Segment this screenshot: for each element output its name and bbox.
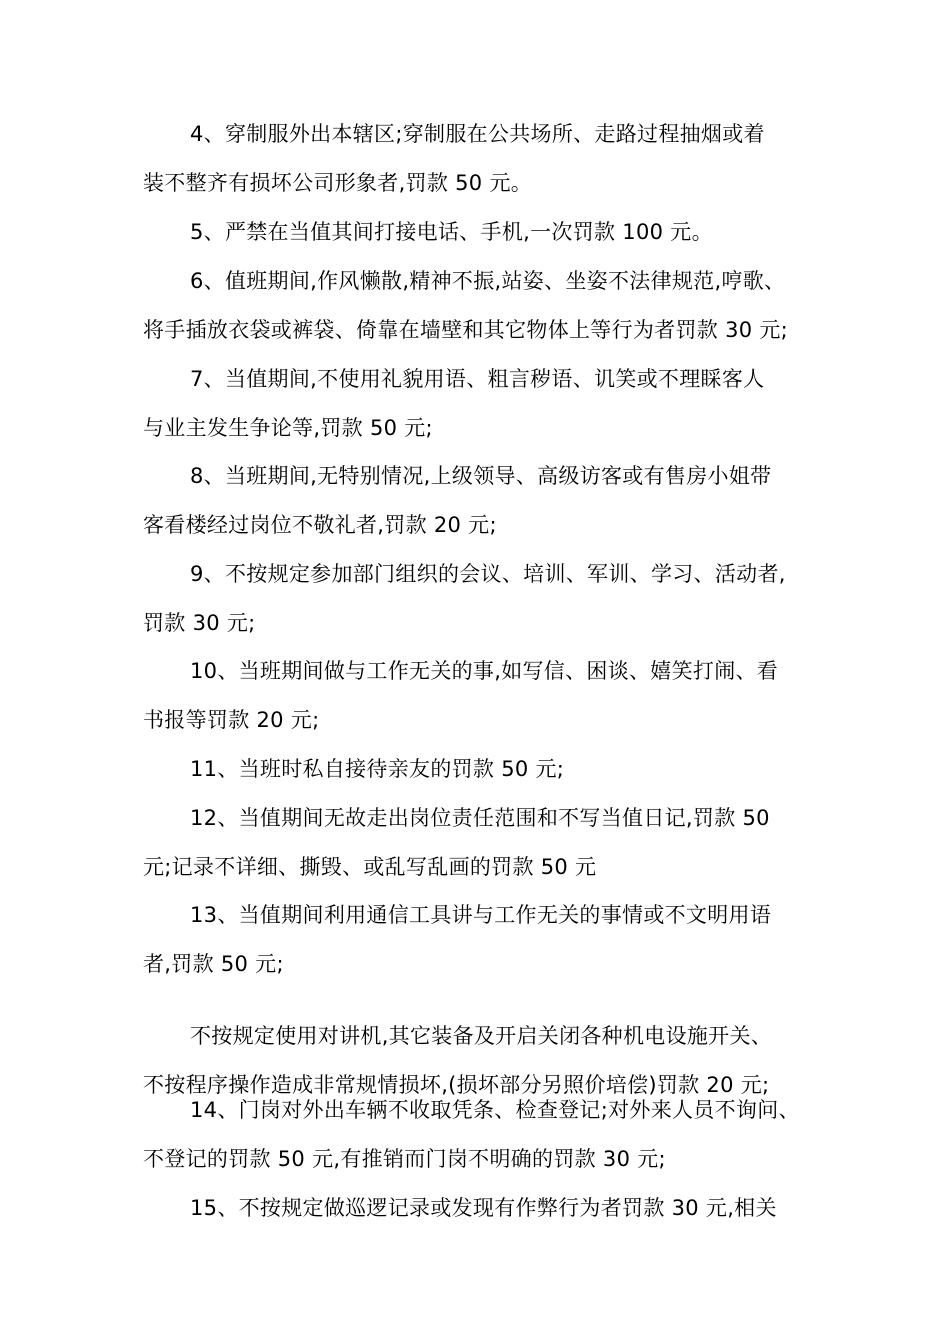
paragraph-line: 11、当班时私自接待亲友的罚款 50 元;: [190, 757, 565, 781]
paragraph-rule-5: [143, 208, 833, 257]
paragraph-line: 12、当值期间无故走出岗位责任范围和不写当值日记,罚款 50: [190, 806, 770, 830]
paragraph-line: 者,罚款 50 元;: [143, 951, 284, 976]
paragraph-rule-15: [143, 1184, 833, 1233]
paragraph-rule-14: [143, 1086, 833, 1183]
paragraph-line: 6、值班期间,作风懒散,精神不振,站姿、坐姿不法律规范,哼歌、: [190, 269, 786, 293]
paragraph-line: 与业主发生争论等,罚款 50 元;: [143, 415, 433, 440]
paragraph-rule-11: [143, 745, 833, 794]
paragraph-rule-9: [143, 550, 833, 647]
paragraph-line: 不按程序操作造成非常规情损坏,(损坏部分另照价培偿)罚款 20 元;: [143, 1072, 770, 1097]
paragraph-line: 不按规定使用对讲机,其它装备及开启关闭各种机电设施开关、: [190, 1024, 773, 1048]
paragraph-line: 14、门岗对外出车辆不收取凭条、检查登记;对外来人员不询问、: [190, 1098, 800, 1122]
paragraph-line: 4、穿制服外出本辖区;穿制服在公共场所、走路过程抽烟或着: [190, 122, 765, 146]
paragraph-rule-6: [143, 257, 833, 354]
paragraph-rule-12: [143, 794, 833, 891]
paragraph-line: 9、不按规定参加部门组织的会议、培训、军训、学习、活动者,: [190, 562, 786, 586]
paragraph-rule-7: [143, 355, 833, 452]
paragraph-line: 书报等罚款 20 元;: [143, 707, 320, 732]
paragraph-line: 10、当班期间做与工作无关的事,如写信、困谈、嬉笑打闹、看: [190, 659, 779, 683]
paragraph-line: 不登记的罚款 50 元,有推销而门岗不明确的罚款 30 元;: [143, 1146, 666, 1171]
paragraph-line: 罚款 30 元;: [143, 610, 256, 635]
paragraph-line: 元;记录不详细、撕毁、或乱写乱画的罚款 50 元: [143, 854, 597, 879]
paragraph-line: 客看楼经过岗位不敬礼者,罚款 20 元;: [143, 512, 497, 537]
paragraph-line: 5、严禁在当值其间打接电话、手机,一次罚款 100 元。: [190, 220, 713, 244]
paragraph-line: 装不整齐有损坏公司形象者,罚款 50 元。: [143, 170, 533, 195]
paragraph-line: 15、不按规定做巡逻记录或发现有作弊行为者罚款 30 元,相关: [190, 1196, 777, 1220]
paragraph-line: 13、当值期间利用通信工具讲与工作无关的事情或不文明用语: [190, 903, 772, 927]
paragraph-line: 7、当值期间,不使用礼貌用语、粗言秽语、讥笑或不理睬客人: [190, 367, 765, 391]
paragraph-line: 将手插放衣袋或裤袋、倚靠在墙壁和其它物体上等行为者罚款 30 元;: [143, 317, 789, 342]
paragraph-rule-8: [143, 452, 833, 549]
paragraph-rule-13: [143, 891, 833, 988]
paragraph-rule-4: [143, 110, 833, 207]
paragraph-line: 8、当班期间,无特别情况,上级领导、高级访客或有售房小姐带: [190, 464, 772, 488]
paragraph-rule-10: [143, 647, 833, 744]
